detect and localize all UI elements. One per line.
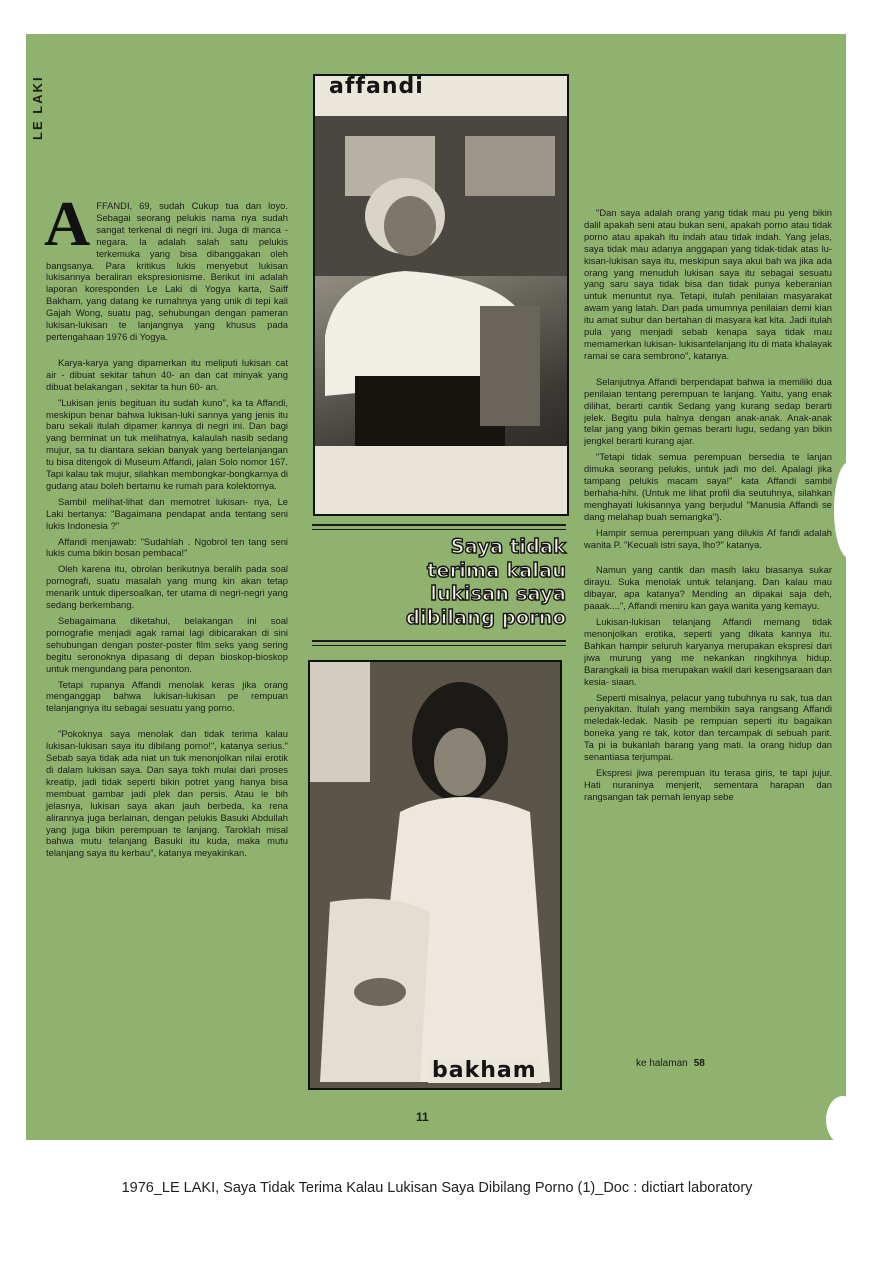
continue-page-number: 58 [693,1058,705,1069]
headline-line: dibilang porno [405,605,566,629]
photo-affandi-image [315,76,567,514]
magazine-side-label: LE LAKI [30,75,45,140]
article-paragraph: Seperti misalnya, pelacur yang tubuhnya ru sak, tua dan penyakitan. Itulah yang membikin saya rangsang Affandi meledak-ledak. Nasib pe rempuan seperti itu bagaikan boneka yang re tak, kotor dan tercampak di sebuah parit. Ta pi ia bukanlah barang yang mati. Ia orang hidup dan senantiasa terjumpai. [584,691,832,763]
divider-rule [312,640,566,642]
torn-edge [834,462,864,558]
continued-on-page [636,1058,705,1069]
article-paragraph: Lukisan-lukisan telanjang Affandi memang tidak menonjolkan erotika, seperti yang dikata kannya itu. Bahkan hampir seluruh karyanya merupakan ekspresi dari jiwa murung yang me nekankan ringkihnya hidup. Barangkali ia bisa merupakan wakil dari kesengsaraan dan kesia- siaan. [584,616,832,687]
article-right-column [584,207,832,807]
article-paragraph: Oleh karena itu, obrolan berikutnya beralih pada soal pornografi, suatu masalah yang mung kin akan tetap menarik untuk dipersoalkan, ter utama di negri-negri yang sedang berkembang. [46,563,288,611]
article-paragraph: "Dan saya adalah orang yang tidak mau pu yeng bikin dalil apakah seni atau bukan seni, apakah porno atau tidak porno atau apakah itu indah atau tidak indah. Yang jelas, saya tidak mau adanya anggapan yang tidak-tidak atas lu- kisan-lukisan saya itu, meskipun saya akui bah wa jika ada orang yang menuduh lukisan saya itu sebagai sesuatu yang saru saya tidak bisa dan tidak punya keberanian untuk menuntut nya. Tetapi, itulah penilaian masyarakat awam yang latah. Dan pada umumnya penilaian demi kian itu amat subur dan bertahan di masyara kat kita. Jadi itulah pula yang menjadi sebab kenapa saya tidak mau memamerkan lukisan- lukisantelanjang itu di mata khalayak ramai se cara sembrono", katanya. [584,207,832,361]
article-paragraph: Affandi menjawab: "Sudahlah . Ngobrol ten tang seni lukis cuma bikin bosan pembaca!" [46,535,288,559]
photo-caption-affandi: affandi [329,74,424,99]
headline-line: terima kalau [427,558,566,582]
photo-affandi [313,74,569,516]
article-left-column [44,188,288,863]
drop-cap: A [44,188,91,259]
article-paragraph: Selanjutnya Affandi berpendapat bahwa ia memiliki dua penilaian tentang perempuan te lanjang. Yaitu, yang enak dilihat, berarti cantik Sedang yang kurang sedap berarti jelek. Begitu pula halnya dengan anak-anak. Anak-anak telar jang yang bikin gemas berarti lugu, sedang yan bikin jengkel berarti kurang ajar. [584,375,832,447]
article-paragraph: Namun yang cantik dan masih laku biasanya sukar dirayu. Suka menolak untuk telanjang. Dan kalau mau dibayar, apa katanya? Mending an dipakai saja deh, paaak....", Affandi meniru kan gaya wanita yang kemayu. [584,564,832,612]
divider-rule [312,529,566,530]
headline-line: Saya tidak [450,535,566,558]
photo-caption-bakham: bakham [428,1058,541,1083]
page-number: 11 [416,1110,429,1124]
article-paragraph: Hampir semua perempuan yang dilukis Af fandi adalah wanita P. "Kecuali istri saya, lho?" katanya. [584,526,832,550]
article-paragraph: AFFANDI, 69, sudah Cukup tua dan loyo. Sebagai seorang pelukis nama nya sudah sangat terkenal di negri ini. Juga di manca -negara. Ia adalah salah satu pelukis terkemuka yang bisa dibanggakan oleh bangsanya. Para kritikus lukis menyebut lukisan lukisannya beraliran ekspresionisme. Berikut ini adalah laporan koresponden Le Laki di Yogya karta, Saiff Bakham, yang datang ke rumahnya yang unik di tepi kali Gajah Wong, suatu pag, sehubungan dengan pameran lukisan-lukisan te lanjangnya yang khusus pada pertengahaan 1976 di Yogya. [44,188,288,342]
article-paragraph: Karya-karya yang dipamerkan itu meliputi lukisan cat air - dibuat sekitar tahun 40- an dan cat minyak yang dibuat belakangan , sekitar ta hun 60- an. [46,356,288,392]
document-caption: 1976_LE LAKI, Saya Tidak Terima Kalau Lukisan Saya Dibilang Porno (1)_Doc : dictiart laboratory [121,1180,753,1196]
photo-bakham [308,660,562,1090]
photo-bakham-image [310,662,560,1088]
divider-rule [312,645,566,646]
article-paragraph: Ekspresi jiwa perempuan itu terasa giris, te tapi jujur. Hati nuraninya menjerit, sementara harapan dan rangsangan tak pernah lenyap sebe [584,766,832,802]
article-paragraph: Tetapi rupanya Affandi menolak keras jika orang menganggap bahwa lukisan-lukisan pe rempuan telanjangnya itu sebagai sesuatu yang porno. [46,678,288,714]
article-headline [312,535,566,629]
article-paragraph: "Tetapi tidak semua perempuan bersedia te lanjan dimuka seorang pelukis, untuk jadi mo del. Apalagi jika tampang pelukis macam saya!" kata Affandi sambil berhaha-hihi. (Untuk me lihat profil dia seutuhnya, silahkan menghayati lukisannya yang berjudul "Manusia Affandi se dang melahap buah semangka"). [584,451,832,522]
torn-edge [826,1096,860,1144]
continue-label: ke halaman [636,1058,688,1069]
divider-rule [312,524,566,526]
article-paragraph: Sebagaimana diketahui, belakangan ini soal pornografie menjadi agak ramai lagi dibicarakan di sini sehubungan dengan poster-poster film seks yang sering begitu seronoknya dipasang di depan bioskop-bioskop untuk mengundang para penonton. [46,615,288,674]
headline-line: lukisan saya [430,582,566,605]
article-paragraph: "Lukisan jenis begituan itu sudah kuno", ka ta Affandi, meskipun benar bahwa lukisan-luki sannya yang jenis itu baru sekali itulah dipamer kannya di negri ini. Dan bagi yang berminat un tuk melihatnya, kalaulah nasib sedang mujur, sa tu diantara sekian banyak yang bertelanjangan tu bisa ditengok di Museum Affandi, jalan Solo nomor 167. Tapi kalau tak mujur, silahkan membongkar-bongkarnya di gudang atau boleh bertamu ke rumah para kolektornya. [46,396,288,491]
article-paragraph: Sambil melihat-lihat dan memotret lukisan- nya, Le Laki bertanya: "Bagaimana pendapat anda tentang seni lukis Indonesia ?" [46,495,288,531]
article-paragraph: "Pokoknya saya menolak dan tidak terima kalau lukisan-lukisan saya itu dibilang porno!", katanya serius." Sebab saya tidak ada niat un tuk menonjolkan nilai erotik di dalam lukisan saya. Dan saya tokh mulai dari proses kreatip, jadi tidak seperti bikin potret yang hanya bisa membuat gambar jadi plek dan persis. Atau le bih jelasnya, lukisan saya akan jauh berbeda, ka rena alirannya juga berlainan, dengan pelukis Basuki Abdullah yang juga bikin perempuan te lanjang. Taroklah misal bahwa mutu telanjang Basuki itu kuda, maka mutu telanjang saya itu kerbau", katanya meyakinkan. [46,728,288,859]
